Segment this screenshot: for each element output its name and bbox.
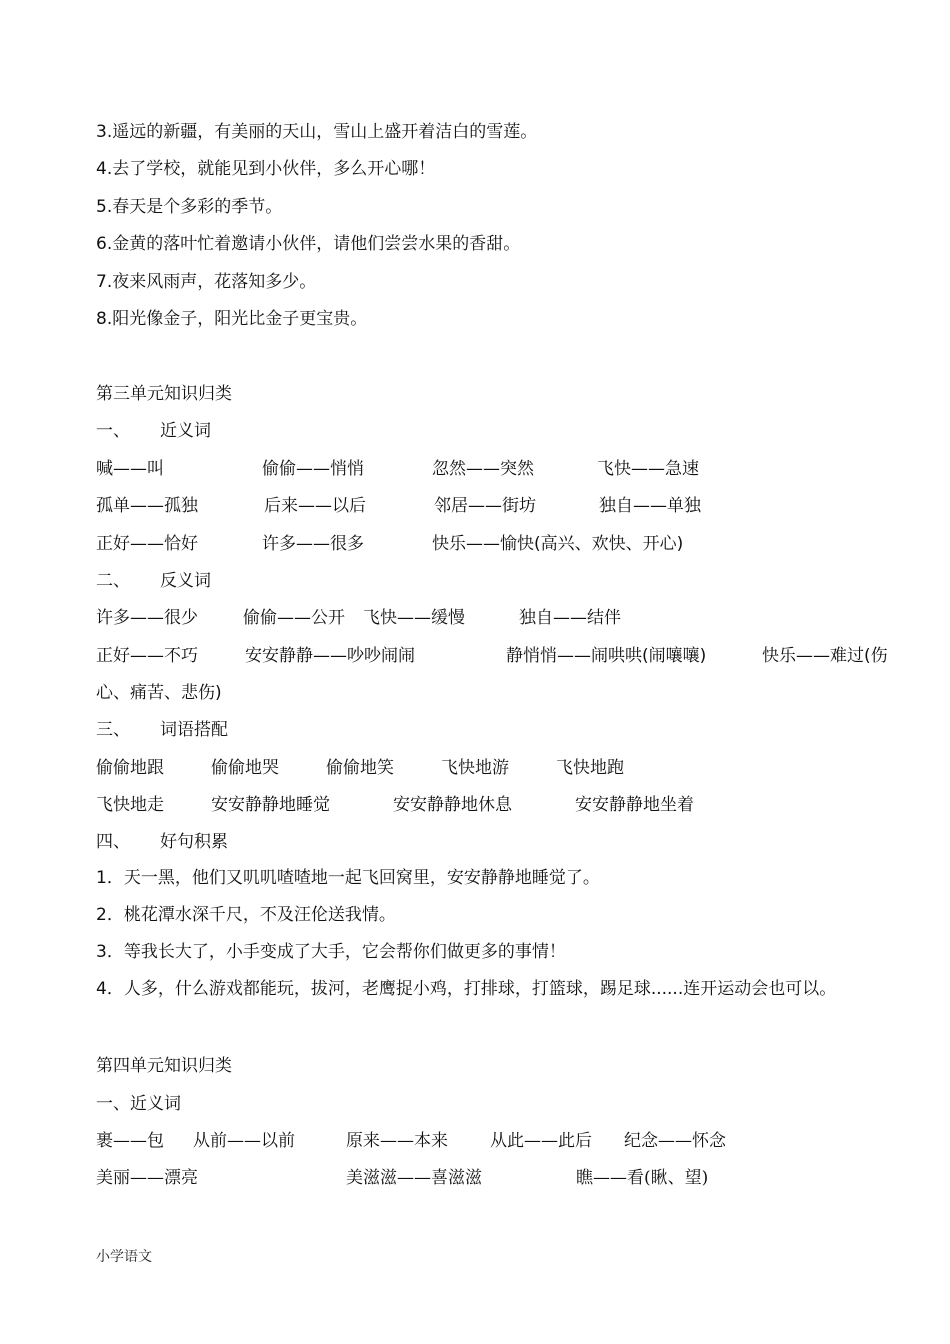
word-pair: 飞快——缓慢 — [363, 608, 465, 628]
word-pair: 瞧——看(瞅、望) — [576, 1168, 709, 1188]
word-pair: 安安静静——吵吵闹闹 — [245, 646, 415, 666]
word-pair: 快乐——愉快(高兴、欢快、开心) — [432, 534, 684, 554]
word-pair: 正好——不巧 — [96, 646, 198, 666]
word-pair: 纪念——怀念 — [624, 1131, 726, 1151]
section-title: 好句积累 — [160, 832, 228, 852]
word-pair: 邻居——街坊 — [434, 496, 536, 516]
unit3-collocation-heading — [96, 718, 228, 742]
sentence-line: 6.金黄的落叶忙着邀请小伙伴，请他们尝尝水果的香甜。 — [96, 234, 521, 254]
word-pair: 喊——叫 — [96, 459, 164, 479]
synonym-row — [96, 457, 916, 481]
unit4-synonyms-heading: 一、近义词 — [96, 1094, 181, 1114]
sentence-line: 7.夜来风雨声，花落知多少。 — [96, 272, 317, 292]
sentence-line: 2．桃花潭水深千尺，不及汪伦送我情。 — [96, 905, 396, 925]
word-pair: 裹——包 — [96, 1131, 164, 1151]
synonym-row — [96, 1166, 916, 1190]
word-pair: 独自——单独 — [599, 496, 701, 516]
sentence-line: 8.阳光像金子，阳光比金子更宝贵。 — [96, 309, 368, 329]
word-pair: 偷偷——公开 — [243, 608, 345, 628]
collocation-row — [96, 793, 916, 817]
sentence-line: 4．人多，什么游戏都能玩，拔河，老鹰捉小鸡，打排球，打篮球，踢足球......连开运动会也可以。 — [96, 979, 837, 999]
word-pair: 后来——以后 — [264, 496, 366, 516]
word-pair: 美滋滋——喜滋滋 — [346, 1168, 482, 1188]
antonym-row-continuation: 心、痛苦、悲伤) — [96, 683, 222, 703]
section-number: 一、 — [96, 421, 130, 441]
collocation-phrase: 飞快地游 — [441, 758, 509, 778]
antonym-row — [96, 606, 916, 630]
synonym-row — [96, 1129, 916, 1153]
collocation-phrase: 偷偷地笑 — [326, 758, 394, 778]
word-pair: 飞快——急速 — [597, 459, 699, 479]
section-title: 反义词 — [160, 571, 211, 591]
section-number: 四、 — [96, 832, 130, 852]
word-pair: 静悄悄——闹哄哄(闹嚷嚷) — [506, 646, 707, 666]
synonym-row — [96, 532, 916, 556]
collocation-phrase: 飞快地走 — [96, 795, 164, 815]
word-pair: 许多——很多 — [262, 534, 364, 554]
unit3-synonyms-heading — [96, 419, 211, 443]
word-pair: 孤单——孤独 — [96, 496, 198, 516]
word-pair: 独自——结伴 — [519, 608, 621, 628]
word-pair: 从此——此后 — [490, 1131, 592, 1151]
word-pair: 从前——以前 — [193, 1131, 295, 1151]
collocation-phrase: 偷偷地跟 — [96, 758, 164, 778]
unit3-antonyms-heading — [96, 569, 211, 593]
collocation-row — [96, 756, 916, 780]
sentence-line: 3．等我长大了，小手变成了大手，它会帮你们做更多的事情！ — [96, 942, 566, 962]
antonym-row — [96, 644, 916, 668]
unit3-sentences-heading — [96, 830, 228, 854]
word-pair: 偷偷——悄悄 — [262, 459, 364, 479]
collocation-phrase: 安安静静地坐着 — [575, 795, 694, 815]
section-title: 词语搭配 — [160, 720, 228, 740]
collocation-phrase: 安安静静地休息 — [393, 795, 512, 815]
sentence-line: 5.春天是个多彩的季节。 — [96, 197, 283, 217]
unit3-title: 第三单元知识归类 — [96, 384, 232, 404]
word-pair: 忽然——突然 — [432, 459, 534, 479]
synonym-row — [96, 494, 916, 518]
section-title: 近义词 — [160, 421, 211, 441]
word-pair: 许多——很少 — [96, 608, 198, 628]
word-pair: 正好——恰好 — [96, 534, 198, 554]
section-number: 三、 — [96, 720, 130, 740]
sentence-line: 1．天一黑，他们又叽叽喳喳地一起飞回窝里，安安静静地睡觉了。 — [96, 868, 600, 888]
word-pair: 快乐——难过(伤 — [762, 646, 888, 666]
section-number: 二、 — [96, 571, 130, 591]
collocation-phrase: 安安静静地睡觉 — [211, 795, 330, 815]
collocation-phrase: 偷偷地哭 — [211, 758, 279, 778]
word-pair: 原来——本来 — [346, 1131, 448, 1151]
word-pair: 美丽——漂亮 — [96, 1168, 198, 1188]
page-footer: 小学语文 — [96, 1249, 152, 1265]
sentence-line: 3.遥远的新疆，有美丽的天山，雪山上盛开着洁白的雪莲。 — [96, 122, 538, 142]
collocation-phrase: 飞快地跑 — [556, 758, 624, 778]
sentence-line: 4.去了学校，就能见到小伙伴，多么开心哪！ — [96, 159, 436, 179]
unit4-title: 第四单元知识归类 — [96, 1056, 232, 1076]
